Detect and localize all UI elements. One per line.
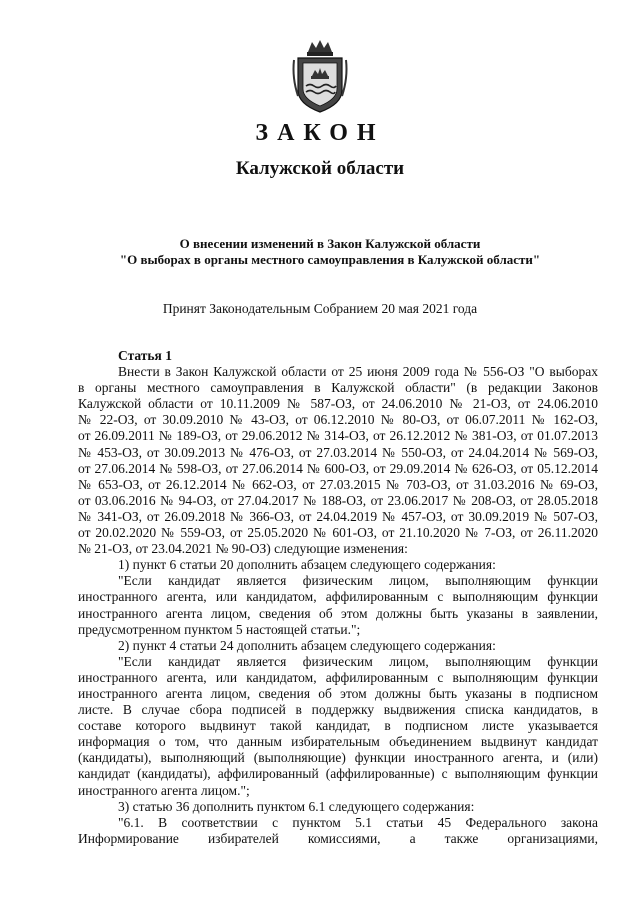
item-1-line: "Если кандидат является физическим лицом, выполняющим функции	[118, 573, 598, 589]
item-2-line: иностранного агента лицом.";	[78, 782, 250, 798]
item-2-heading: 2) пункт 4 статьи 24 дополнить абзацем следующего содержания:	[118, 637, 496, 653]
intro-line: № 453-ОЗ, от 30.09.2013 № 476-ОЗ, от 27.03.2014 № 550-ОЗ, от 24.04.2014 № 569-ОЗ,	[78, 444, 598, 460]
item-1-heading: 1) пункт 6 статьи 20 дополнить абзацем следующего содержания:	[118, 557, 496, 573]
item-2-line: кандидат (кандидаты), аффилированный (аффилированные) с выполняющим функции	[78, 766, 598, 782]
law-name-line-2: "О выборах в органы местного самоуправления в Калужской области"	[119, 252, 541, 267]
coat-of-arms-emblem	[290, 38, 350, 116]
item-2-line: "Если кандидат является физическим лицом, выполняющим функции	[118, 653, 598, 669]
intro-line: Внести в Закон Калужской области от 25 июня 2009 года № 556-ОЗ "О выборах	[118, 364, 598, 380]
intro-line: от 27.06.2014 № 598-ОЗ, от 27.06.2014 № 600-ОЗ, от 29.09.2014 № 626-ОЗ, от 05.12.2014	[78, 460, 598, 476]
article-heading: Статья 1	[118, 348, 172, 363]
item-3-heading: 3) статью 36 дополнить пунктом 6.1 следующего содержания:	[118, 798, 475, 814]
item-1-line: иностранного агента, или кандидатом, аффилированным с выполняющим функции	[78, 589, 598, 605]
document-title: ЗАКОН	[255, 120, 385, 146]
law-name	[60, 236, 600, 268]
item-2-line: иностранного агента лицом, сведения об этом должны быть указаны в подписном	[78, 685, 598, 701]
item-2-line: листе. В случае сбора подписей в поддержку выдвижения списка кандидатов, в	[78, 702, 598, 718]
intro-line: в органы местного самоуправления в Калужской области" (в редакции Законов	[78, 380, 598, 396]
item-2-line: иностранного агента, или кандидатом, аффилированным с выполняющим функции	[78, 669, 598, 685]
item-3-line: "6.1. В соответствии с пунктом 5.1 статьи 45 Федерального закона	[118, 814, 598, 830]
document-subtitle: Калужской области	[235, 158, 405, 179]
intro-line: от 20.02.2020 № 559-ОЗ, от 25.05.2020 № 601-ОЗ, от 21.10.2020 № 7-ОЗ, от 26.11.2020	[78, 525, 598, 541]
item-1-line: иностранного агента лицом, сведения об этом должны быть указаны в заявлении,	[78, 605, 598, 621]
intro-line: № 21-ОЗ, от 23.04.2021 № 90-ОЗ) следующие изменения:	[78, 541, 408, 557]
item-1-line: предусмотренном пунктом 5 настоящей статьи.";	[78, 621, 361, 637]
intro-line: от 03.06.2016 № 94-ОЗ, от 27.04.2017 № 188-ОЗ, от 23.06.2017 № 208-ОЗ, от 28.05.2018	[78, 492, 598, 508]
document-body	[78, 348, 598, 847]
intro-line: Калужской области от 10.11.2009 № 587-ОЗ, от 24.06.2010 № 21-ОЗ, от 24.06.2010	[78, 396, 598, 412]
intro-line: № 22-ОЗ, от 30.09.2010 № 43-ОЗ, от 06.12.2010 № 80-ОЗ, от 06.07.2011 № 162-ОЗ,	[78, 412, 598, 428]
intro-line: № 341-ОЗ, от 26.09.2018 № 366-ОЗ, от 24.04.2019 № 457-ОЗ, от 30.09.2019 № 507-ОЗ,	[78, 508, 598, 524]
intro-line: от 26.09.2011 № 189-ОЗ, от 29.06.2012 № 314-ОЗ, от 26.12.2012 № 381-ОЗ, от 01.07.2013	[78, 428, 598, 444]
adoption-note: Принят Законодательным Собранием 20 мая 2021 года	[162, 301, 478, 316]
item-2-line: (кандидаты), выполняющий (выполняющие) функции иностранного агента, и (или)	[78, 750, 598, 766]
item-2-line: составе которого выдвинут такой кандидат, в подписном листе указывается	[78, 718, 598, 734]
item-3-line: Информирование избирателей комиссиями, а также организациями,	[78, 830, 598, 846]
intro-line: № 653-ОЗ, от 26.12.2014 № 662-ОЗ, от 27.03.2015 № 703-ОЗ, от 31.03.2016 № 69-ОЗ,	[78, 476, 598, 492]
law-name-line-1: О внесении изменений в Закон Калужской области	[179, 236, 481, 251]
item-2-line: информация о том, что данным избирательным объединением выдвинут кандидат	[78, 734, 598, 750]
